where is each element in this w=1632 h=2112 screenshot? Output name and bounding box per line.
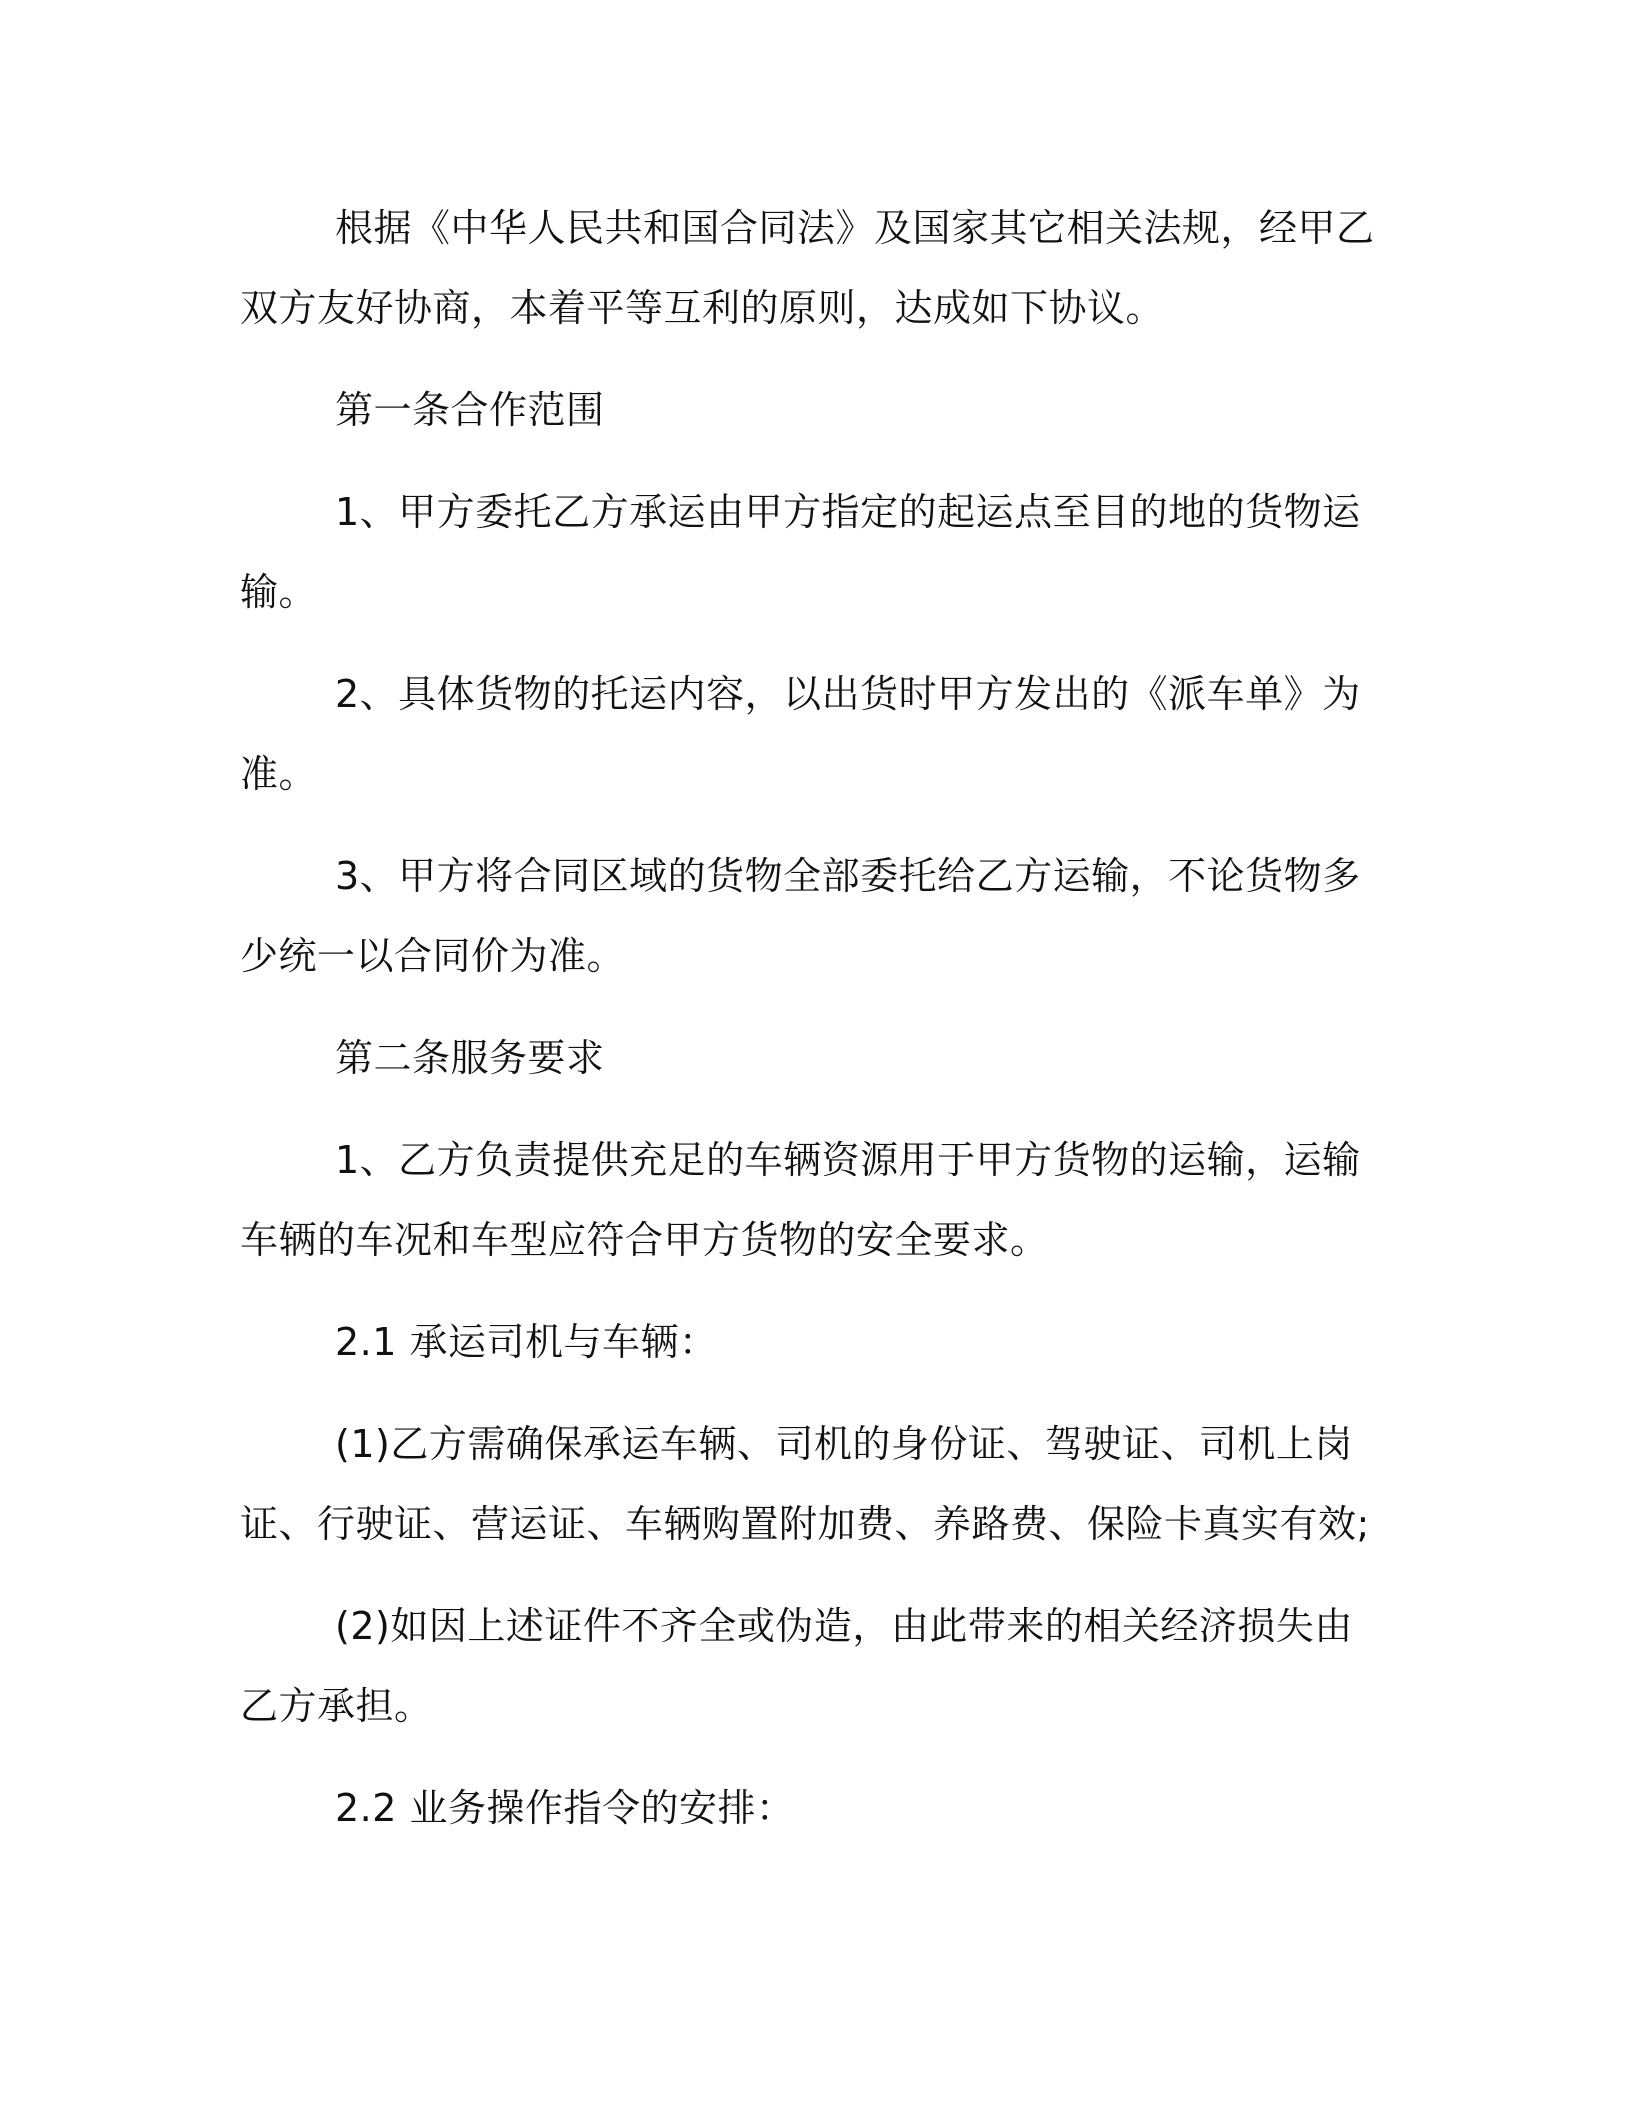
article-1-clause-2: 2、具体货物的托运内容，以出货时甲方发出的《派车单》为准。 [240,672,1361,796]
document-body [240,188,1390,1848]
article-1-clause-3: 3、甲方将合同区域的货物全部委托给乙方运输，不论货物多少统一以合同价为准。 [240,854,1361,978]
section-2-2-heading: 2.2 业务操作指令的安排： [335,1786,795,1830]
article-1-heading: 第一条合作范围 [335,388,605,432]
article-2-heading: 第二条服务要求 [335,1036,605,1080]
article-1-clause-1: 1、甲方委托乙方承运由甲方指定的起运点至目的地的货物运输。 [240,490,1361,614]
section-2-1-item-2: (2)如因上述证件不齐全或伪造，由此带来的相关经济损失由乙方承担。 [240,1604,1353,1728]
section-2-1-item-1: (1)乙方需确保承运车辆、司机的身份证、驾驶证、司机上岗证、行驶证、营运证、车辆购置附加费、养路费、保险卡真实有效; [240,1422,1370,1546]
article-2-clause-1: 1、乙方负责提供充足的车辆资源用于甲方货物的运输，运输车辆的车况和车型应符合甲方货物的安全要求。 [240,1138,1361,1262]
intro-paragraph: 根据《中华人民共和国合同法》及国家其它相关法规，经甲乙双方友好协商，本着平等互利的原则，达成如下协议。 [240,206,1375,330]
section-2-1-heading: 2.1 承运司机与车辆： [335,1320,718,1364]
